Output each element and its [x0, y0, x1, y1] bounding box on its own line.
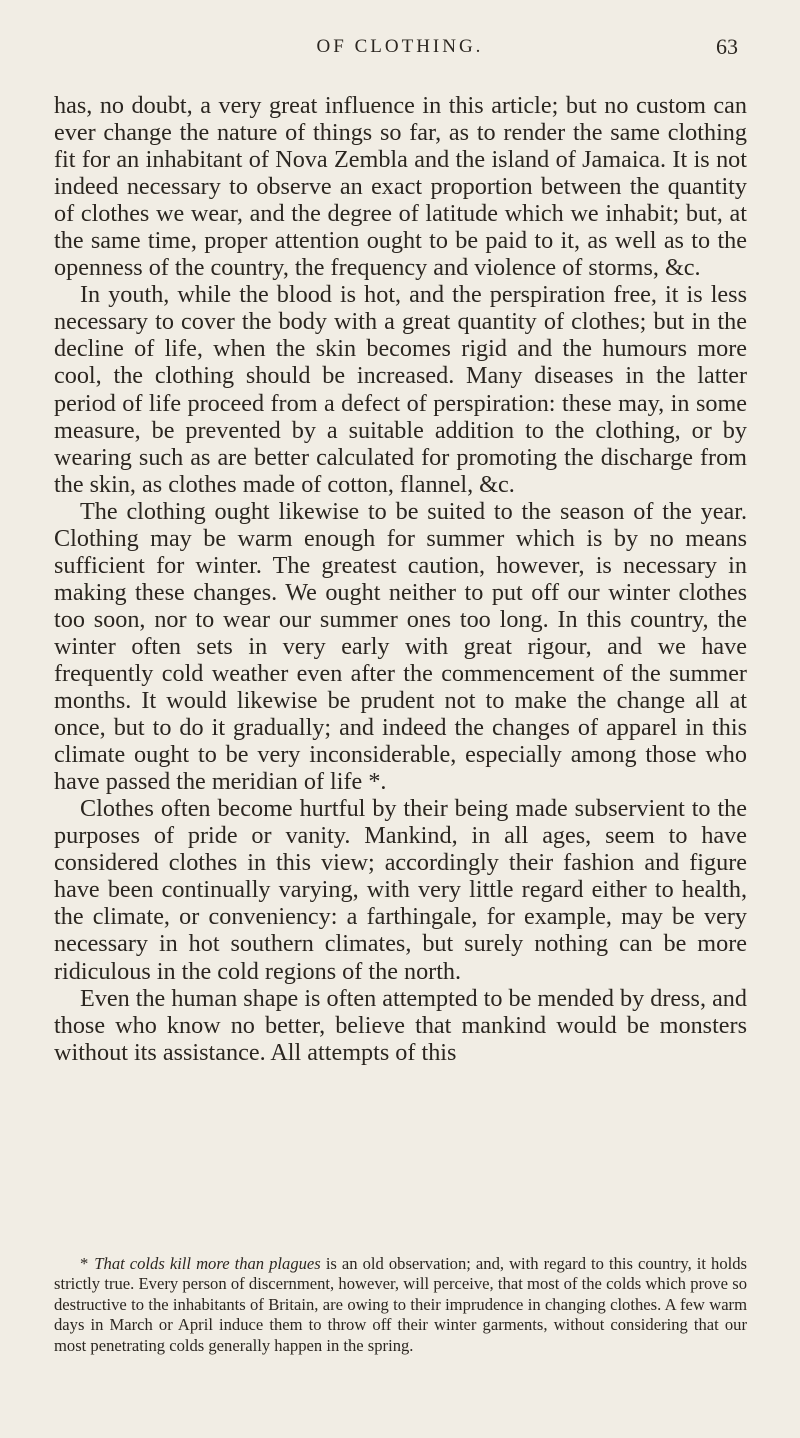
footnote-marker: *: [80, 1254, 89, 1273]
paragraph: has, no doubt, a very great influence in this article; but no custom can ever change the nature of things so far, as to render the same clothing fit for an inhabitant of Nova Zembla and the island of Jamaica. It is not indeed necessary to observe an exact proportion between the quantity of clothes we wear, and the degree of latitude which we inhabit; but, at the same time, proper attention ought to be paid to it, as well as to the openness of the country, the frequency and violence of storms, &c.: [54, 92, 747, 282]
page-number: 63: [716, 34, 738, 59]
paragraph: The clothing ought likewise to be suited to the season of the year. Clothing may be warm enough for summer which is by no means sufficient for winter. The greatest caution, however, is necessary in making these changes. We ought neither to put off our winter clothes too soon, nor to wear our summer ones too long. In this country, the winter often sets in very early with great rigour, and we have frequently cold weather even after the commencement of the summer months. It would likewise be prudent not to make the change all at once, but to do it gradually; and indeed the changes of apparel in this climate ought to be very inconsiderable, especially among those who have passed the meridian of life *.: [54, 497, 747, 796]
paragraph: Clothes often become hurtful by their being made subservient to the purposes of pride or vanity. Mankind, in all ages, seem to have considered clothes in this view; accordingly their fashion and figure have been continually varying, with very little regard either to health, the climate, or conveniency: a farthingale, for example, may be very necessary in hot southern climates, but surely nothing can be more ridiculous in the cold regions of the north.: [54, 795, 747, 985]
paragraph: Even the human shape is often attempted to be mended by dress, and those who know no better, believe that mankind would be monsters without its assistance. All attempts of this: [54, 984, 747, 1066]
footnote-paragraph: [54, 1254, 747, 1356]
footnote-italic-lead: That colds kill more than plagues: [94, 1254, 321, 1273]
running-title: OF CLOTHING.: [316, 36, 484, 57]
running-head: [0, 34, 800, 64]
footnote-text: is an old observation; and, with regard to this country, it holds strictly true. Every person of discernment, however, will perceive, that most of the colds which prove so destructive to the inhabitants of Britain, are owing to their imprudence in changing clothes. A few warm days in March or April induce them to throw off their winter garments, without considering that our most penetrating colds generally happen in the spring.: [54, 1254, 747, 1355]
paragraph: In youth, while the blood is hot, and the perspiration free, it is less necessary to cover the body with a great quantity of clothes; but in the decline of life, when the skin becomes rigid and the humours more cool, the clothing should be increased. Many diseases in the latter period of life proceed from a defect of perspiration: these may, in some measure, be prevented by a suitable addition to the clothing, or by wearing such as are better calculated for promoting the discharge from the skin, as clothes made of cotton, flannel, &c.: [54, 281, 747, 498]
body-text: [54, 92, 747, 1066]
footnote: [54, 1254, 747, 1356]
